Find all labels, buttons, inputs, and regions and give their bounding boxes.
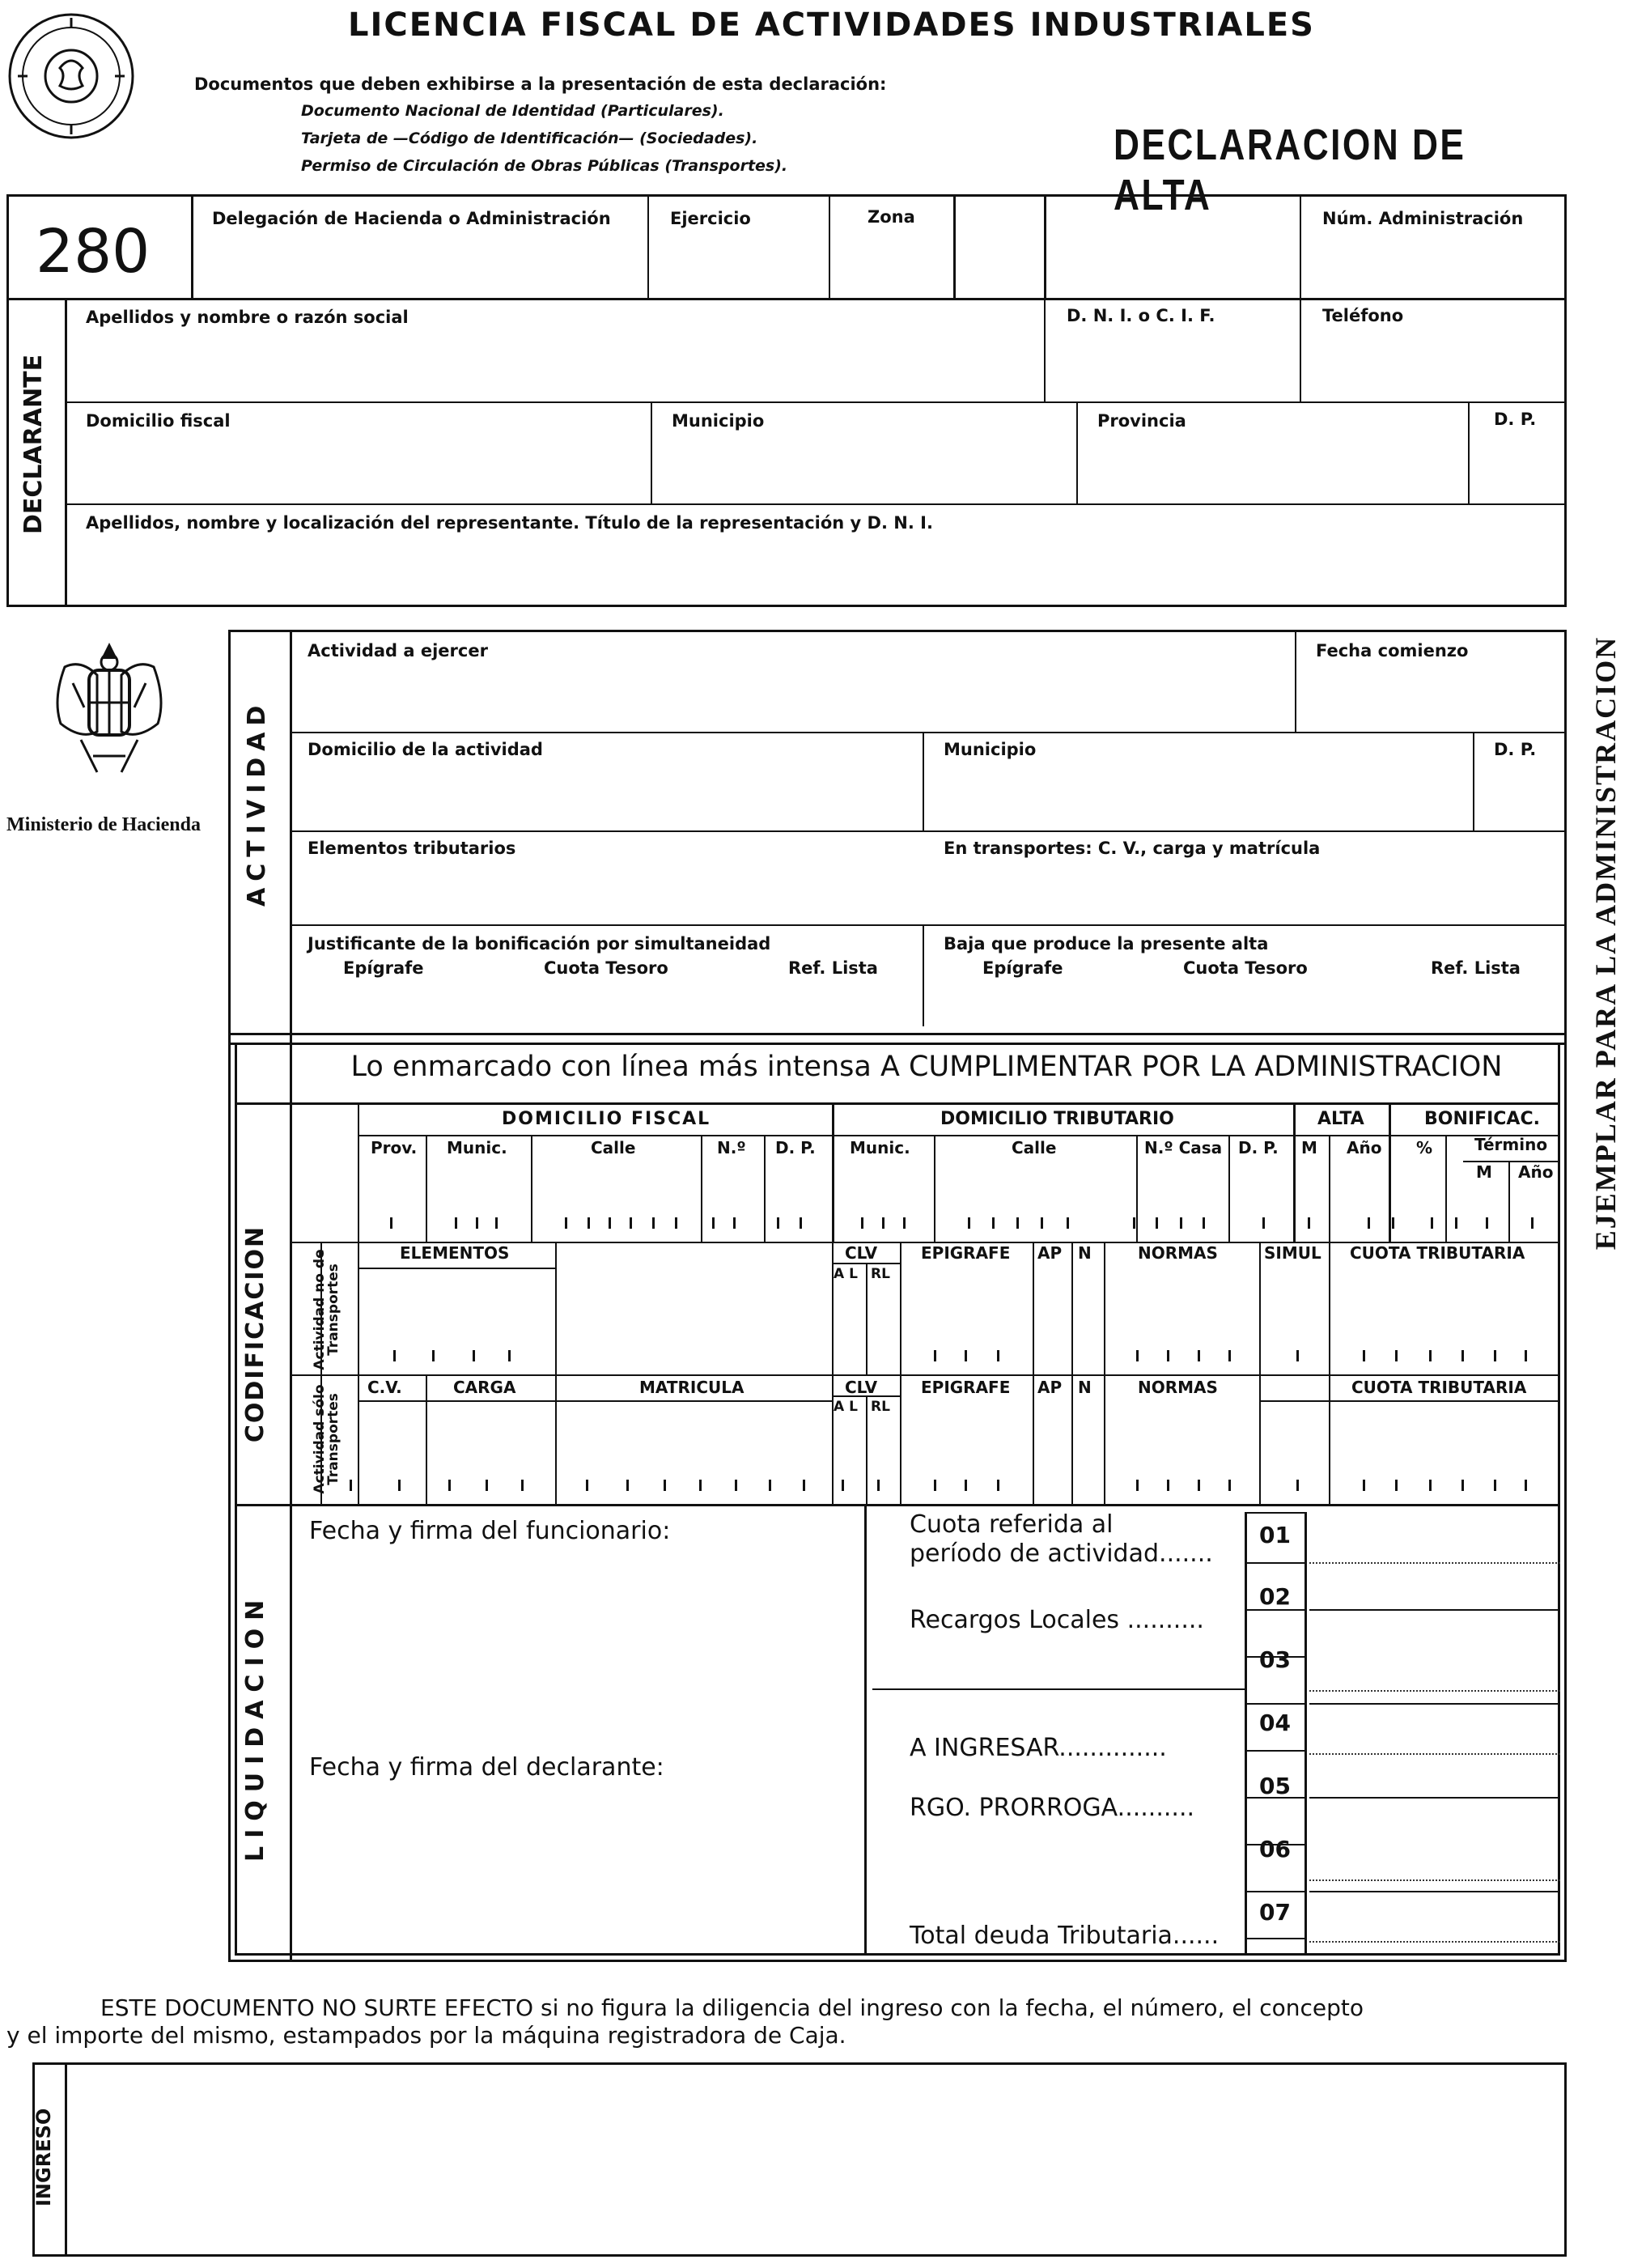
amount-line-03[interactable] bbox=[1309, 1690, 1560, 1692]
admin-banner: Lo enmarcado con línea más intensa A CUMPLIMENTAR POR LA ADMINISTRACION bbox=[350, 1051, 1503, 1083]
ap-header-2: AP bbox=[1037, 1378, 1063, 1397]
amount-line-01[interactable] bbox=[1309, 1562, 1560, 1564]
cuota-tesoro-label-left: Cuota Tesoro bbox=[544, 958, 668, 978]
ejercicio-label: Ejercicio bbox=[670, 209, 751, 228]
footer-note-line1: ESTE DOCUMENTO NO SURTE EFECTO si no figura la diligencia del ingreso con la fecha, el número, el concepto bbox=[100, 1994, 1364, 2021]
elementos-header: ELEMENTOS bbox=[400, 1243, 510, 1263]
num-admin-label: Núm. Administración bbox=[1322, 209, 1524, 228]
bonificac-header: BONIFICAC. bbox=[1424, 1109, 1540, 1129]
elementos-label: Elementos tributarios bbox=[308, 839, 516, 858]
m-col: M bbox=[1301, 1138, 1317, 1157]
code-05: 05 bbox=[1259, 1773, 1291, 1799]
simul-header: SIMUL bbox=[1264, 1243, 1321, 1263]
docs-item-dni: Documento Nacional de Identidad (Particulares). bbox=[301, 102, 724, 120]
fecha-comienzo-label: Fecha comienzo bbox=[1316, 641, 1469, 660]
amount-line-06[interactable] bbox=[1309, 1879, 1560, 1881]
ref-lista-label-left: Ref. Lista bbox=[788, 958, 878, 978]
ref-lista-label-right: Ref. Lista bbox=[1431, 958, 1521, 978]
cuota-ref-label-1: Cuota referida al bbox=[910, 1510, 1114, 1539]
footer-note-line2: y el importe del mismo, estampados por la máquina registradora de Caja. bbox=[6, 2022, 846, 2049]
actividad-dp-label: D. P. bbox=[1494, 740, 1537, 759]
epigrafe-header-2: EPIGRAFE bbox=[921, 1378, 1011, 1397]
firma-declarante-label: Fecha y firma del declarante: bbox=[309, 1753, 664, 1782]
firma-funcionario-label: Fecha y firma del funcionario: bbox=[309, 1517, 671, 1545]
n-col: N.º bbox=[717, 1138, 746, 1157]
alta-header: ALTA bbox=[1317, 1109, 1364, 1129]
domicilio-fiscal-label: Domicilio fiscal bbox=[86, 411, 231, 431]
amount-line-07[interactable] bbox=[1309, 1941, 1560, 1943]
baja-label: Baja que produce la presente alta bbox=[944, 934, 1269, 953]
calle-col: Calle bbox=[591, 1138, 636, 1157]
ap-header: AP bbox=[1037, 1243, 1063, 1263]
amount-line-04[interactable] bbox=[1309, 1753, 1560, 1755]
epigrafe-label-right: Epígrafe bbox=[982, 958, 1063, 978]
ministry-label: Ministerio de Hacienda bbox=[6, 814, 201, 835]
ejemplar-side-note: EJEMPLAR PARA LA ADMINISTRACION bbox=[1589, 635, 1622, 1251]
docs-item-permiso: Permiso de Circulación de Obras Públicas (Transportes). bbox=[301, 157, 788, 175]
cuota-ref-label-2: período de actividad....... bbox=[910, 1540, 1213, 1568]
actividad-side-label: ACTIVIDAD bbox=[243, 699, 271, 907]
ingreso-box[interactable] bbox=[32, 2062, 1567, 2257]
ingreso-side-label: INGRESO bbox=[32, 2108, 55, 2206]
domicilio-actividad-label: Domicilio de la actividad bbox=[308, 740, 543, 759]
a-ingresar-label: A INGRESAR.............. bbox=[910, 1734, 1167, 1762]
rgo-prorroga-label: RGO. PRORROGA.......... bbox=[910, 1794, 1195, 1822]
normas-header: NORMAS bbox=[1138, 1243, 1218, 1263]
cuota-header: CUOTA TRIBUTARIA bbox=[1350, 1243, 1525, 1263]
recargos-label: Recargos Locales .......... bbox=[910, 1606, 1204, 1634]
dp-label: D. P. bbox=[1494, 410, 1537, 429]
munic-col: Munic. bbox=[447, 1138, 507, 1157]
code-01: 01 bbox=[1259, 1522, 1291, 1548]
code-03: 03 bbox=[1259, 1646, 1291, 1673]
actividad-ejercer-label: Actividad a ejercer bbox=[308, 641, 488, 660]
dp-trib-col: D. P. bbox=[1238, 1138, 1279, 1157]
pct-col: % bbox=[1416, 1138, 1433, 1157]
row1-label: Actividad no de Transportes bbox=[312, 1249, 341, 1370]
n-casa-col: N.º Casa bbox=[1144, 1138, 1223, 1157]
cuota-tesoro-label-right: Cuota Tesoro bbox=[1183, 958, 1308, 978]
termino-m-col: M bbox=[1476, 1162, 1492, 1182]
clv-header: CLV bbox=[845, 1243, 878, 1263]
al-header-2: A L bbox=[834, 1399, 858, 1415]
al-header: A L bbox=[834, 1266, 858, 1282]
code-06: 06 bbox=[1259, 1836, 1291, 1862]
rl-header-2: RL bbox=[871, 1399, 890, 1415]
matricula-header: MATRICULA bbox=[639, 1378, 745, 1397]
cv-header: C.V. bbox=[367, 1378, 402, 1397]
telefono-label: Teléfono bbox=[1322, 306, 1404, 325]
transportes-label: En transportes: C. V., carga y matrícula bbox=[944, 839, 1321, 858]
n-header: N bbox=[1078, 1243, 1092, 1263]
actividad-municipio-label: Municipio bbox=[944, 740, 1037, 759]
epigrafe-label-left: Epígrafe bbox=[343, 958, 424, 978]
row2-label: Actividad sólo Transportes bbox=[312, 1384, 341, 1494]
representante-label: Apellidos, nombre y localización del representante. Título de la representación y D. N. I. bbox=[86, 513, 933, 533]
declarante-side-label: DECLARANTE bbox=[19, 354, 48, 534]
justificante-label: Justificante de la bonificación por simultaneidad bbox=[308, 934, 771, 953]
zona-label: Zona bbox=[868, 207, 915, 227]
declarante-box bbox=[6, 194, 1567, 607]
code-04: 04 bbox=[1259, 1709, 1291, 1736]
docs-intro: Documentos que deben exhibirse a la presentación de esta declaración: bbox=[194, 74, 887, 94]
codificacion-side-label: CODIFICACION bbox=[241, 1225, 269, 1443]
rl-header: RL bbox=[871, 1266, 890, 1282]
dp-col: D. P. bbox=[775, 1138, 816, 1157]
coat-of-arms bbox=[49, 635, 170, 788]
termino-col: Término bbox=[1474, 1135, 1548, 1154]
total-deuda-label: Total deuda Tributaria...... bbox=[910, 1922, 1220, 1950]
normas-header-2: NORMAS bbox=[1138, 1378, 1218, 1397]
form-number: 280 bbox=[36, 217, 151, 287]
liquidacion-side-label: LIQUIDACION bbox=[241, 1591, 269, 1862]
n-header-2: N bbox=[1078, 1378, 1092, 1397]
carga-header: CARGA bbox=[453, 1378, 516, 1397]
domicilio-fiscal-header: DOMICILIO FISCAL bbox=[502, 1109, 711, 1129]
docs-item-tarjeta: Tarjeta de —Código de Identificación— (Sociedades). bbox=[301, 130, 758, 147]
termino-ano-col: Año bbox=[1518, 1162, 1554, 1182]
domicilio-tributario-header: DOMICILIO TRIBUTARIO bbox=[940, 1109, 1174, 1129]
form-type-title: DECLARACION DE ALTA bbox=[1114, 121, 1466, 219]
calle-trib-col: Calle bbox=[1012, 1138, 1057, 1157]
apellidos-label: Apellidos y nombre o razón social bbox=[86, 308, 409, 327]
munic-trib-col: Munic. bbox=[850, 1138, 910, 1157]
prov-col: Prov. bbox=[371, 1138, 418, 1157]
page-title: LICENCIA FISCAL DE ACTIVIDADES INDUSTRIALES bbox=[348, 6, 1315, 44]
epigrafe-header: EPIGRAFE bbox=[921, 1243, 1011, 1263]
dni-label: D. N. I. o C. I. F. bbox=[1067, 306, 1215, 325]
delegacion-label: Delegación de Hacienda o Administración bbox=[212, 209, 611, 228]
code-07: 07 bbox=[1259, 1899, 1291, 1926]
stamp-seal bbox=[6, 11, 136, 141]
clv-header-2: CLV bbox=[845, 1378, 878, 1397]
provincia-label: Provincia bbox=[1097, 411, 1186, 431]
code-02: 02 bbox=[1259, 1583, 1291, 1610]
ano-col: Año bbox=[1347, 1138, 1382, 1157]
cuota-header-2: CUOTA TRIBUTARIA bbox=[1351, 1378, 1527, 1397]
municipio-label: Municipio bbox=[672, 411, 765, 431]
